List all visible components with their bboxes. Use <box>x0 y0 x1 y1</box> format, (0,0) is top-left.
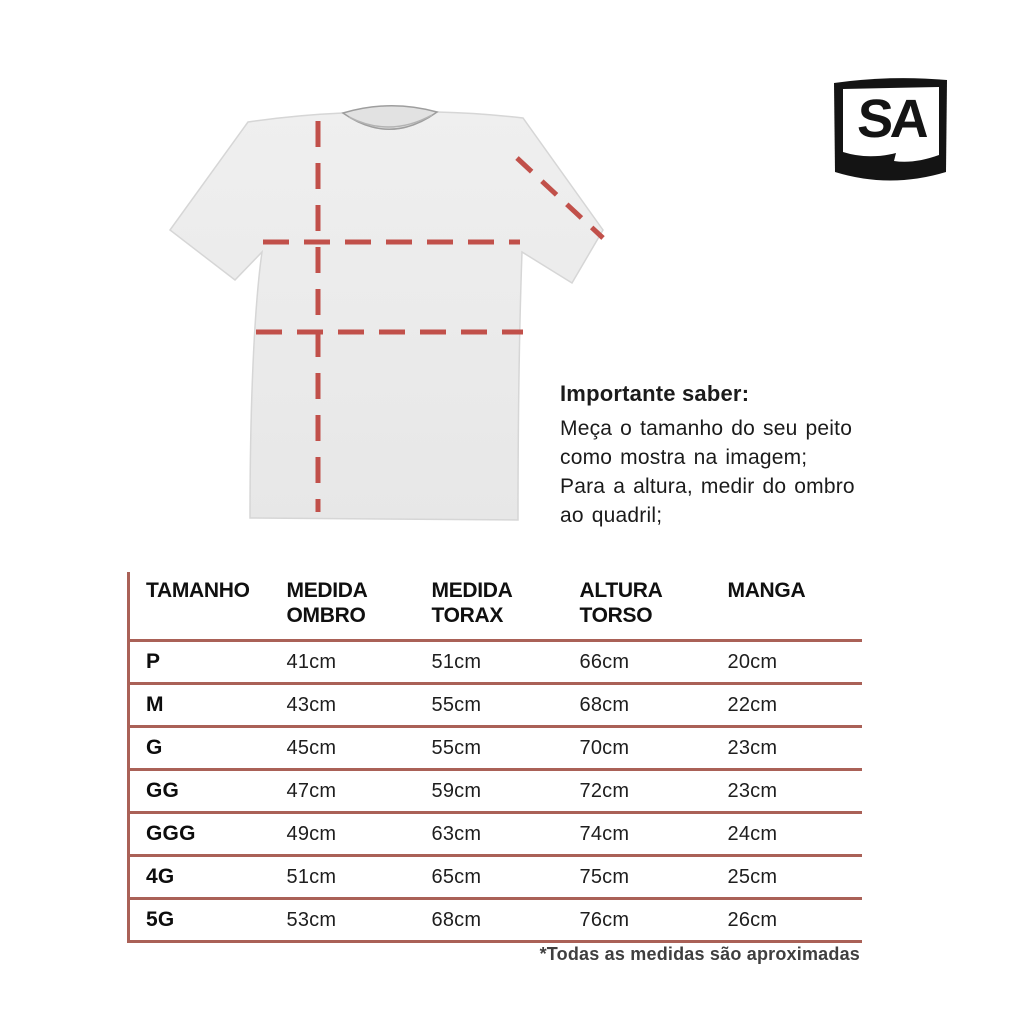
table-row <box>129 684 862 727</box>
torso-value: 72cm <box>564 770 712 813</box>
size-label: P <box>129 641 271 684</box>
col-header-manga: MANGA <box>712 572 862 641</box>
size-label: M <box>129 684 271 727</box>
torso-value: 70cm <box>564 727 712 770</box>
col-header-altura-torso: ALTURA TORSO <box>564 572 712 641</box>
manga-value: 26cm <box>712 899 862 942</box>
instruction-line: Meça o tamanho do seu peito <box>560 417 853 440</box>
size-label: GG <box>129 770 271 813</box>
manga-value: 23cm <box>712 727 862 770</box>
measurements-disclaimer: *Todas as medidas são aproximadas <box>539 944 860 964</box>
size-label: 4G <box>129 856 271 899</box>
table-row <box>129 641 862 684</box>
tshirt-body <box>170 112 603 520</box>
col-header-medida-torax: MEDIDA TORAX <box>416 572 564 641</box>
torax-value: 65cm <box>416 856 564 899</box>
instruction-line: ao quadril; <box>560 504 663 527</box>
measuring-instructions <box>560 381 900 530</box>
torax-value: 63cm <box>416 813 564 856</box>
col-header-tamanho: TAMANHO <box>129 572 271 641</box>
size-chart-table <box>127 572 862 943</box>
table-row <box>129 813 862 856</box>
instructions-title: Importante saber: <box>560 381 750 406</box>
table-row <box>129 899 862 942</box>
ombro-value: 45cm <box>271 727 416 770</box>
torax-value: 55cm <box>416 727 564 770</box>
torso-value: 68cm <box>564 684 712 727</box>
instruction-line: como mostra na imagem; <box>560 446 808 469</box>
manga-value: 25cm <box>712 856 862 899</box>
table-header-row <box>129 572 862 641</box>
brand-logo <box>833 68 948 188</box>
torax-value: 55cm <box>416 684 564 727</box>
instruction-line: Para a altura, medir do ombro <box>560 475 855 498</box>
manga-value: 24cm <box>712 813 862 856</box>
torax-value: 51cm <box>416 641 564 684</box>
ombro-value: 47cm <box>271 770 416 813</box>
torax-value: 59cm <box>416 770 564 813</box>
torso-value: 74cm <box>564 813 712 856</box>
ombro-value: 53cm <box>271 899 416 942</box>
manga-value: 22cm <box>712 684 862 727</box>
torso-value: 66cm <box>564 641 712 684</box>
torso-value: 75cm <box>564 856 712 899</box>
table-row <box>129 770 862 813</box>
ombro-value: 41cm <box>271 641 416 684</box>
table-row <box>129 856 862 899</box>
size-label: GGG <box>129 813 271 856</box>
ombro-value: 51cm <box>271 856 416 899</box>
torso-value: 76cm <box>564 899 712 942</box>
torax-value: 68cm <box>416 899 564 942</box>
col-header-medida-ombro: MEDIDA OMBRO <box>271 572 416 641</box>
size-label: G <box>129 727 271 770</box>
table-row <box>129 727 862 770</box>
ombro-value: 49cm <box>271 813 416 856</box>
size-label: 5G <box>129 899 271 942</box>
manga-value: 23cm <box>712 770 862 813</box>
ombro-value: 43cm <box>271 684 416 727</box>
logo-text: SA <box>855 89 929 149</box>
manga-value: 20cm <box>712 641 862 684</box>
